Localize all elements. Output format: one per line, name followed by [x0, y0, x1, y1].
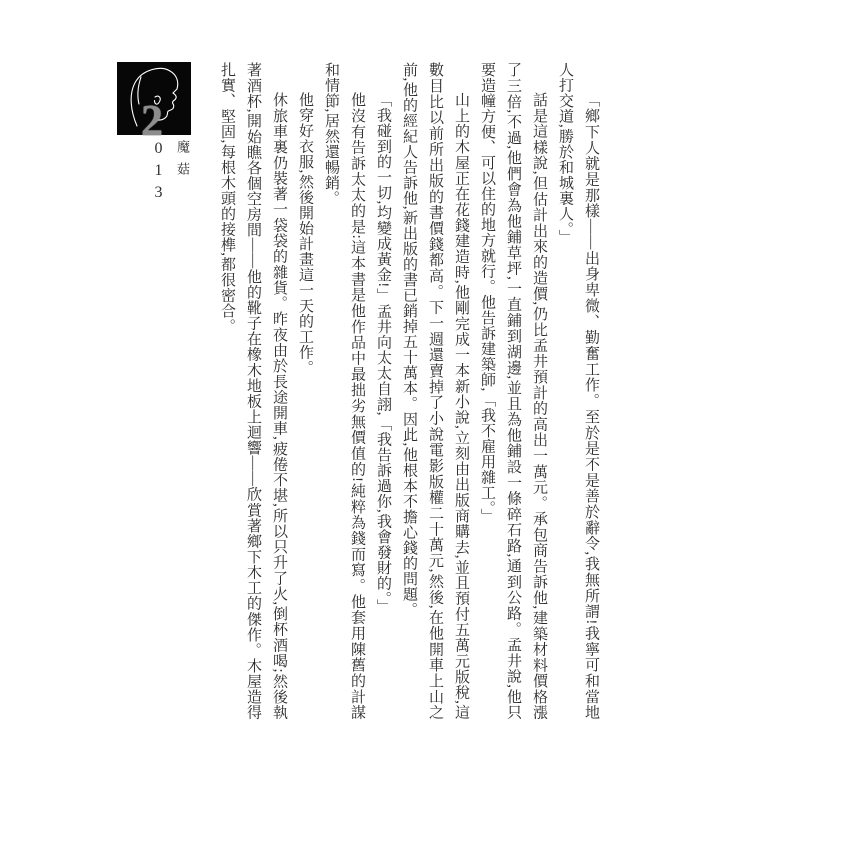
- chapter-title: 魔菇: [175, 140, 190, 184]
- paragraph: 「我碰到的一切,均變成黃金!」孟井向太太自詡,「我告訴過你,我會發財的。」: [375, 92, 391, 615]
- chapter-number: 2: [141, 96, 163, 145]
- paragraph: 「鄉下人就是那樣——出身卑微、勤奮工作。至於是不是善於辭令,我無所謂!我寧可和當地人打交道,勝於和城裏人。」: [557, 62, 599, 720]
- paragraph: 他沒有告訴太太的是:這本書是他作品中最拙劣無價值的!純粹為錢而寫。他套用陳舊的計謀和情節,居然還暢銷。: [323, 62, 365, 720]
- paragraph: 他穿好衣服,然後開始計畫這一天的工作。: [297, 92, 313, 376]
- body-text: [174, 62, 604, 720]
- paragraph: 話是這樣說,但估計出來的造價,仍比孟井預計的高出一萬元。承包商告訴他,建築材料價格漲了三倍,不過,他們會為他鋪草坪,一直鋪到湖邊,並且為他鋪設一條碎石路,通到公路。孟井說,他只要造幢方便、可以住的地方就行。他告訴建築師,「我不雇用雜工。」: [479, 62, 547, 720]
- paragraph: 山上的木屋正在花錢建造時,他剛完成一本新小說,立刻由出版商購去,並且預付五萬元版稅,這數目比以前所出版的書價錢都高。下一週還賣掉了小說電影版權二十萬元,然後,在他開車上山之前,他的經紀人告訴他,新出版的書已銷掉五十萬本。因此,他根本不擔心錢的問題。: [401, 62, 469, 720]
- page-number: 013: [150, 140, 167, 206]
- paragraph: 休旅車裏仍裝著一袋袋的雜貨。昨夜由於長途開車,疲倦不堪,所以只升了火,倒杯酒喝;然後執著酒杯,開始瞧各個空房間——他的靴子在橡木地板上迴響——欣賞著鄉下木工的傑作。木屋造得扎實、堅固,每根木頭的接榫,都很密合。: [219, 62, 287, 720]
